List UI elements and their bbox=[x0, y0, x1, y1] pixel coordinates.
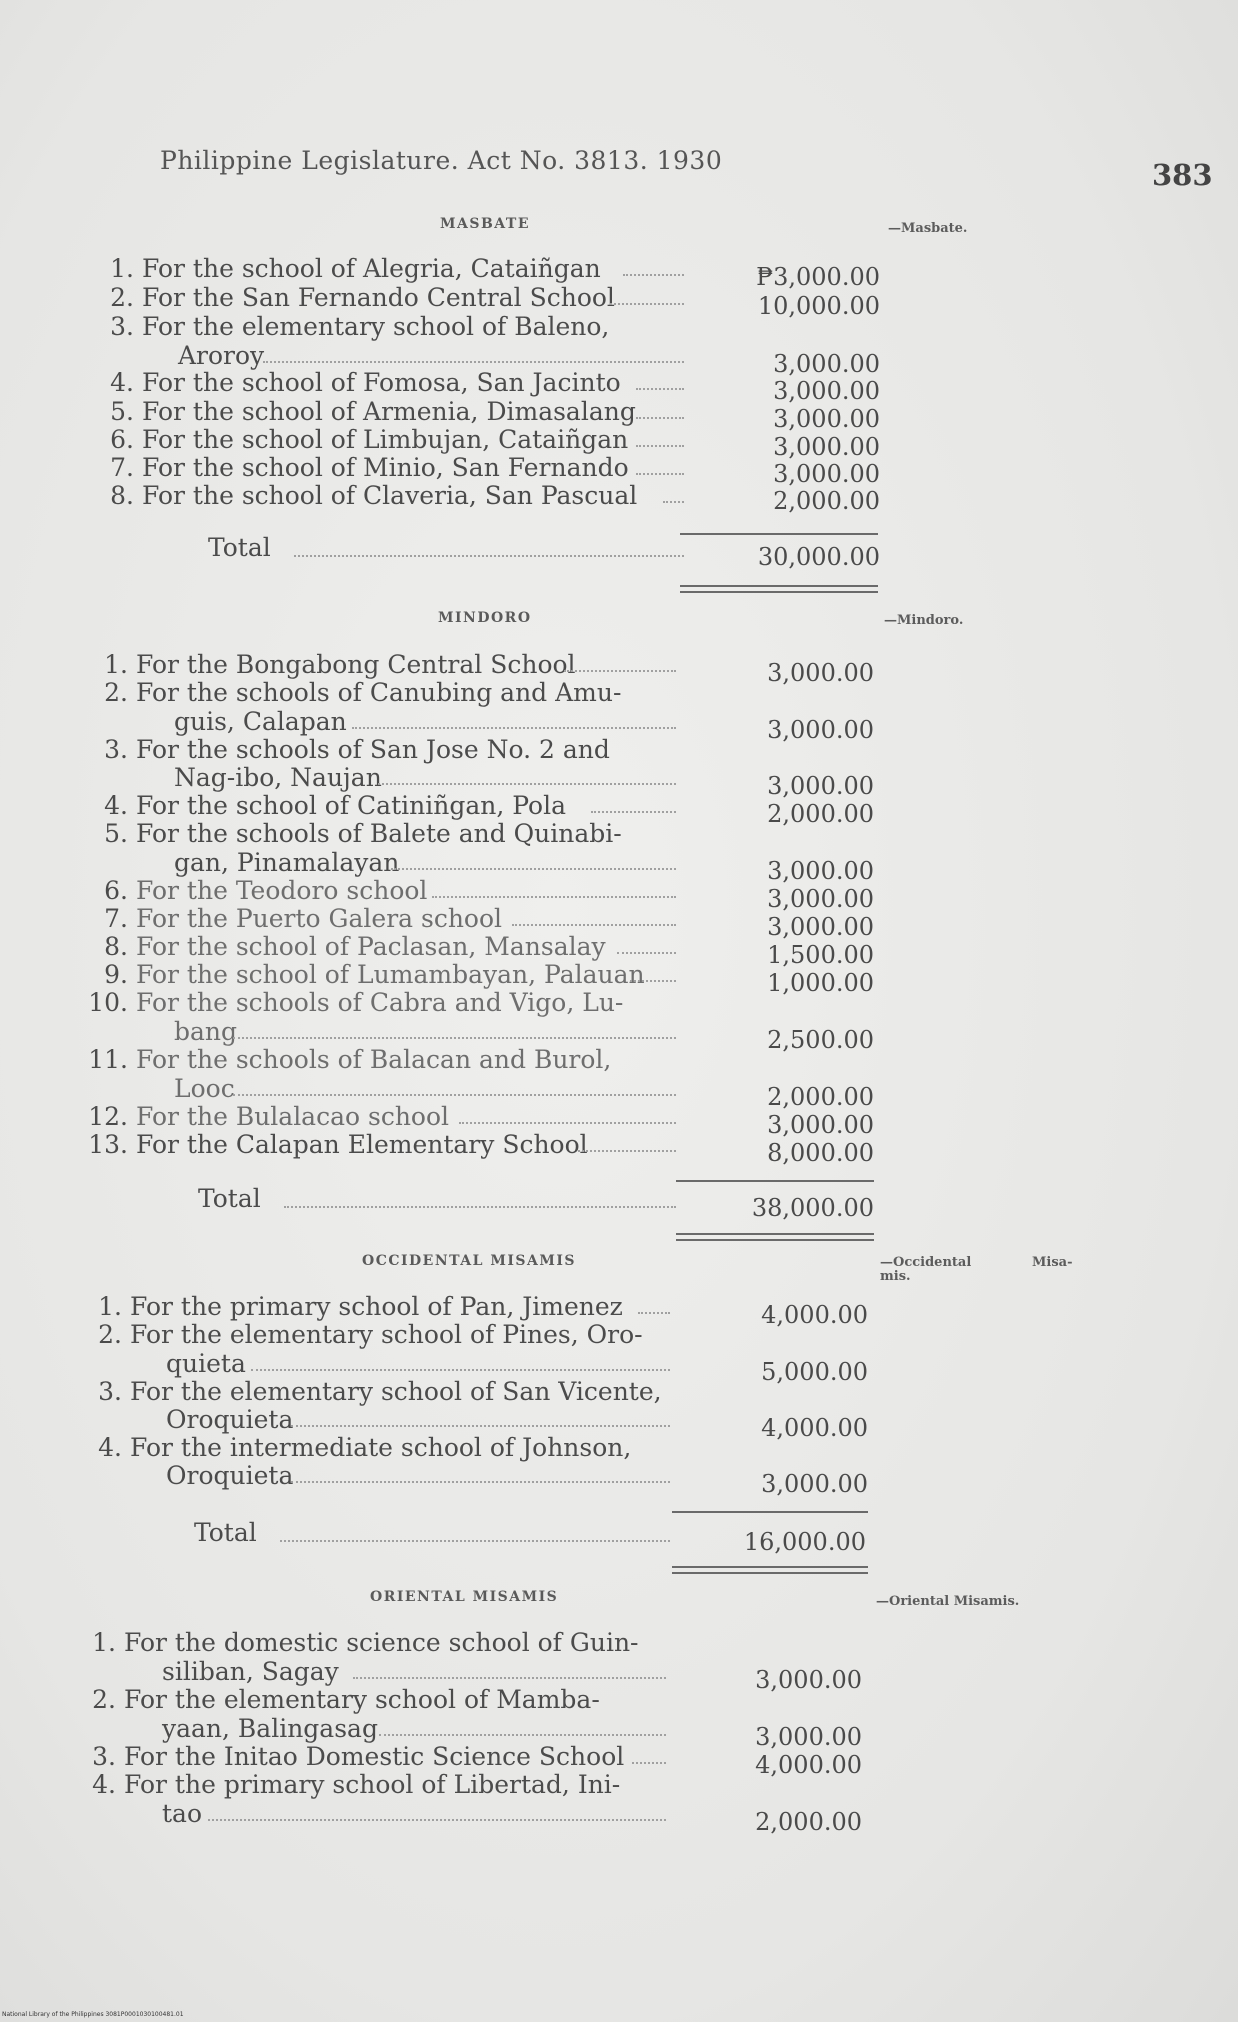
leader-dots bbox=[610, 303, 684, 305]
leader-dots bbox=[512, 924, 676, 926]
item-number: 1. bbox=[110, 254, 134, 283]
total-label: Total bbox=[194, 1518, 257, 1547]
item-description: For the primary school of Pan, Jimenez bbox=[130, 1292, 623, 1321]
appropriation-line bbox=[104, 650, 676, 679]
leader-dots bbox=[617, 952, 676, 954]
item-description: Aroroy bbox=[178, 341, 265, 370]
leader-dots bbox=[378, 783, 676, 785]
appropriation-line bbox=[178, 341, 684, 369]
leader-dots bbox=[636, 473, 684, 475]
appropriation-line bbox=[110, 368, 684, 397]
item-amount: ₱3,000.00 bbox=[756, 263, 880, 291]
item-description: Oroquieta bbox=[166, 1405, 294, 1434]
item-amount: 3,000.00 bbox=[767, 857, 874, 885]
item-amount: 3,000.00 bbox=[773, 405, 880, 433]
item-description: For the school of Claveria, San Pascual bbox=[142, 481, 638, 510]
margin-note-oriental_misamis: —Oriental Misamis. bbox=[876, 1594, 1020, 1609]
item-amount: 2,000.00 bbox=[773, 487, 880, 515]
item-description: For the elementary school of Mamba- bbox=[124, 1685, 600, 1714]
leader-dots bbox=[233, 1037, 676, 1039]
appropriation-line bbox=[110, 312, 684, 341]
item-amount: 3,000.00 bbox=[761, 1470, 868, 1498]
appropriation-line bbox=[166, 1349, 670, 1377]
item-number: 4. bbox=[98, 1433, 122, 1462]
item-description: Oroquieta bbox=[166, 1461, 294, 1490]
item-description: For the school of Paclasan, Mansalay bbox=[136, 932, 606, 961]
leader-dots bbox=[391, 868, 676, 870]
leader-dots bbox=[564, 670, 676, 672]
item-description: yaan, Balingasag bbox=[162, 1714, 378, 1743]
item-description: For the schools of Balacan and Burol, bbox=[136, 1045, 612, 1074]
item-description: For the school of Minio, San Fernando bbox=[142, 453, 629, 482]
item-amount: 5,000.00 bbox=[761, 1358, 868, 1386]
appropriation-line bbox=[104, 819, 676, 848]
leader-dots bbox=[208, 1819, 666, 1821]
item-amount: 3,000.00 bbox=[767, 772, 874, 800]
item-description: For the Bulalacao school bbox=[136, 1102, 450, 1131]
item-number: 2. bbox=[98, 1320, 122, 1349]
item-number: 8. bbox=[110, 481, 134, 510]
running-title: Philippine Legislature. Act No. 3813. 1930 bbox=[160, 146, 723, 175]
appropriation-line bbox=[104, 904, 676, 933]
item-number: 2. bbox=[110, 283, 134, 312]
leader-dots bbox=[638, 1312, 670, 1314]
appropriation-line bbox=[110, 283, 684, 312]
item-number: 3. bbox=[110, 312, 134, 341]
appropriation-line bbox=[174, 1074, 676, 1102]
appropriation-line bbox=[110, 453, 684, 482]
item-amount: 4,000.00 bbox=[761, 1414, 868, 1442]
item-description: For the San Fernando Central School bbox=[142, 283, 615, 312]
appropriation-line bbox=[174, 1017, 676, 1045]
appropriation-line bbox=[88, 1102, 676, 1131]
item-description: For the Initao Domestic Science School bbox=[124, 1742, 625, 1771]
leader-dots bbox=[636, 417, 684, 419]
item-number: 13. bbox=[88, 1130, 128, 1159]
total-amount: 16,000.00 bbox=[743, 1528, 866, 1556]
appropriation-line bbox=[104, 932, 676, 961]
item-amount: 4,000.00 bbox=[761, 1301, 868, 1329]
section-title-oriental_misamis: ORIENTAL MISAMIS bbox=[370, 1589, 559, 1605]
total-rule bbox=[672, 1511, 868, 1513]
margin-note-mindoro: —Mindoro. bbox=[884, 613, 964, 628]
item-amount: 4,000.00 bbox=[755, 1751, 862, 1779]
item-amount: 8,000.00 bbox=[767, 1139, 874, 1167]
leader-dots bbox=[663, 501, 684, 503]
section-title-occidental_misamis: OCCIDENTAL MISAMIS bbox=[362, 1253, 577, 1269]
appropriation-line bbox=[162, 1657, 666, 1685]
leader-dots bbox=[291, 1425, 670, 1427]
appropriation-line bbox=[162, 1714, 666, 1742]
item-number: 8. bbox=[104, 932, 128, 961]
page-number: 383 bbox=[1152, 158, 1213, 192]
item-amount: 2,000.00 bbox=[767, 800, 874, 828]
item-description: For the schools of Cabra and Vigo, Lu- bbox=[136, 988, 624, 1017]
item-description: For the Teodoro school bbox=[136, 876, 428, 905]
item-description: bang bbox=[174, 1017, 238, 1046]
appropriation-line bbox=[104, 735, 676, 764]
appropriation-line bbox=[92, 1770, 666, 1799]
item-amount: 3,000.00 bbox=[767, 659, 874, 687]
leader-dots bbox=[591, 811, 676, 813]
item-amount: 3,000.00 bbox=[773, 350, 880, 378]
margin-note-occidental_misamis-c: mis. bbox=[880, 1269, 911, 1284]
total-leader-dots bbox=[284, 1206, 676, 1208]
item-description: Looc bbox=[174, 1074, 235, 1103]
leader-dots bbox=[251, 1369, 670, 1371]
total-leader-dots bbox=[294, 555, 684, 557]
item-description: For the intermediate school of Johnson, bbox=[130, 1433, 632, 1462]
leader-dots bbox=[578, 1150, 676, 1152]
leader-dots bbox=[352, 727, 676, 729]
appropriation-line bbox=[162, 1799, 666, 1827]
item-description: guis, Calapan bbox=[174, 707, 347, 736]
item-number: 2. bbox=[92, 1685, 116, 1714]
item-description: For the school of Fomosa, San Jacinto bbox=[142, 368, 621, 397]
item-number: 12. bbox=[88, 1102, 128, 1131]
item-description: For the elementary school of Baleno, bbox=[142, 312, 610, 341]
appropriation-line bbox=[110, 481, 684, 510]
appropriation-line bbox=[88, 1130, 676, 1159]
item-description: For the elementary school of San Vicente, bbox=[130, 1377, 662, 1406]
total-double-rule bbox=[680, 585, 878, 593]
item-number: 4. bbox=[104, 791, 128, 820]
leader-dots bbox=[233, 1094, 676, 1096]
item-number: 5. bbox=[104, 819, 128, 848]
leader-dots bbox=[379, 1734, 666, 1736]
item-description: For the school of Armenia, Dimasalang bbox=[142, 397, 636, 426]
item-description: For the schools of Canubing and Amu- bbox=[136, 678, 622, 707]
total-amount: 38,000.00 bbox=[751, 1194, 874, 1222]
item-amount: 10,000.00 bbox=[757, 292, 880, 320]
item-amount: 1,500.00 bbox=[767, 941, 874, 969]
leader-dots bbox=[459, 1122, 676, 1124]
item-amount: 3,000.00 bbox=[773, 433, 880, 461]
appropriation-line bbox=[104, 876, 676, 905]
appropriation-line bbox=[104, 960, 676, 989]
item-description: For the schools of Balete and Quinabi- bbox=[136, 819, 622, 848]
leader-dots bbox=[630, 980, 676, 982]
item-description: For the school of Lumambayan, Palauan bbox=[136, 960, 645, 989]
appropriation-line bbox=[104, 678, 676, 707]
total-rule bbox=[680, 533, 878, 535]
leader-dots bbox=[353, 1677, 666, 1679]
item-description: For the primary school of Libertad, Ini- bbox=[124, 1770, 621, 1799]
leader-dots bbox=[636, 388, 684, 390]
item-amount: 2,000.00 bbox=[767, 1083, 874, 1111]
item-number: 5. bbox=[110, 397, 134, 426]
item-amount: 3,000.00 bbox=[755, 1723, 862, 1751]
item-number: 7. bbox=[104, 904, 128, 933]
item-number: 6. bbox=[110, 425, 134, 454]
item-description: tao bbox=[162, 1799, 203, 1828]
item-number: 3. bbox=[98, 1377, 122, 1406]
item-number: 11. bbox=[88, 1045, 128, 1074]
leader-dots bbox=[263, 361, 684, 363]
item-description: siliban, Sagay bbox=[162, 1657, 339, 1686]
item-description: quieta bbox=[166, 1349, 246, 1378]
item-description: For the Puerto Galera school bbox=[136, 904, 503, 933]
leader-dots bbox=[291, 1481, 670, 1483]
total-label: Total bbox=[198, 1184, 261, 1213]
item-description: For the schools of San Jose No. 2 and bbox=[136, 735, 610, 764]
item-description: For the Calapan Elementary School bbox=[136, 1130, 588, 1159]
item-amount: 2,000.00 bbox=[755, 1808, 862, 1836]
leader-dots bbox=[623, 274, 684, 276]
total-label: Total bbox=[208, 533, 271, 562]
scan-credit: National Library of the Philippines 3081P0001030100481.01 bbox=[2, 2011, 184, 2018]
appropriation-line bbox=[166, 1461, 670, 1489]
appropriation-line bbox=[98, 1320, 670, 1349]
item-amount: 3,000.00 bbox=[767, 1111, 874, 1139]
item-number: 10. bbox=[88, 988, 128, 1017]
appropriation-line bbox=[98, 1292, 670, 1321]
item-number: 1. bbox=[92, 1628, 116, 1657]
item-description: Nag-ibo, Naujan bbox=[174, 763, 382, 792]
appropriation-line bbox=[174, 707, 676, 735]
section-title-mindoro: MINDORO bbox=[438, 610, 532, 626]
appropriation-line bbox=[174, 763, 676, 791]
margin-note-masbate: —Masbate. bbox=[888, 221, 968, 236]
item-amount: 3,000.00 bbox=[767, 885, 874, 913]
item-amount: 3,000.00 bbox=[767, 913, 874, 941]
item-description: For the Bongabong Central School bbox=[136, 650, 576, 679]
total-leader-dots bbox=[280, 1540, 670, 1542]
appropriation-line bbox=[88, 988, 676, 1017]
item-number: 3. bbox=[92, 1742, 116, 1771]
item-description: For the elementary school of Pines, Oro- bbox=[130, 1320, 643, 1349]
item-amount: 3,000.00 bbox=[773, 460, 880, 488]
item-amount: 2,500.00 bbox=[767, 1026, 874, 1054]
appropriation-line bbox=[174, 848, 676, 876]
appropriation-line bbox=[110, 425, 684, 454]
appropriation-line bbox=[88, 1045, 676, 1074]
total-rule bbox=[676, 1180, 874, 1182]
item-number: 4. bbox=[92, 1770, 116, 1799]
item-number: 6. bbox=[104, 876, 128, 905]
total-double-rule bbox=[676, 1233, 874, 1241]
appropriation-line bbox=[104, 791, 676, 820]
item-description: gan, Pinamalayan bbox=[174, 848, 400, 877]
item-number: 1. bbox=[104, 650, 128, 679]
item-description: For the school of Catiniñgan, Pola bbox=[136, 791, 566, 820]
appropriation-line bbox=[110, 254, 684, 283]
margin-note-occidental_misamis-b: Misa- bbox=[1032, 1255, 1073, 1270]
appropriation-line bbox=[92, 1685, 666, 1714]
section-title-masbate: MASBATE bbox=[440, 216, 530, 232]
appropriation-line bbox=[92, 1628, 666, 1657]
leader-dots bbox=[636, 445, 684, 447]
leader-dots bbox=[432, 896, 676, 898]
item-number: 1. bbox=[98, 1292, 122, 1321]
appropriation-line bbox=[98, 1433, 670, 1462]
item-amount: 3,000.00 bbox=[773, 377, 880, 405]
item-number: 4. bbox=[110, 368, 134, 397]
appropriation-line bbox=[98, 1377, 670, 1406]
item-number: 2. bbox=[104, 678, 128, 707]
item-number: 3. bbox=[104, 735, 128, 764]
item-amount: 3,000.00 bbox=[755, 1666, 862, 1694]
total-double-rule bbox=[672, 1566, 868, 1574]
item-description: For the school of Alegria, Cataiñgan bbox=[142, 254, 601, 283]
item-number: 9. bbox=[104, 960, 128, 989]
total-amount: 30,000.00 bbox=[757, 543, 880, 571]
item-description: For the domestic science school of Guin- bbox=[124, 1628, 639, 1657]
margin-note-occidental_misamis-a: —Occidental bbox=[880, 1255, 972, 1270]
appropriation-line bbox=[92, 1742, 666, 1771]
item-amount: 3,000.00 bbox=[767, 716, 874, 744]
appropriation-line bbox=[166, 1405, 670, 1433]
appropriation-line bbox=[110, 397, 684, 426]
item-number: 7. bbox=[110, 453, 134, 482]
item-amount: 1,000.00 bbox=[767, 969, 874, 997]
item-description: For the school of Limbujan, Cataiñgan bbox=[142, 425, 629, 454]
leader-dots bbox=[632, 1762, 666, 1764]
